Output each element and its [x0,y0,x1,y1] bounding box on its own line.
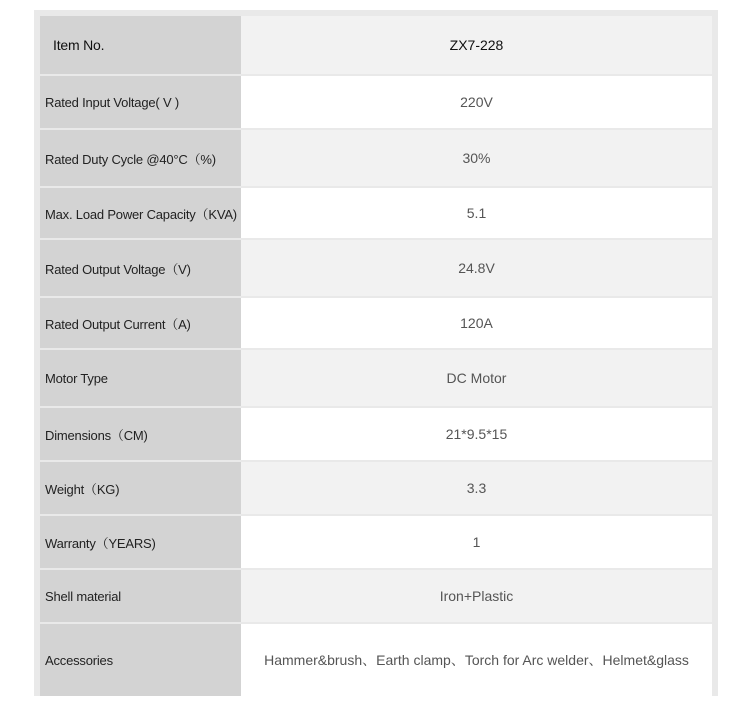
row-value: 30% [241,130,712,186]
row-label: Warranty（YEARS) [40,516,241,568]
row-value: Iron+Plastic [241,570,712,622]
row-label: Max. Load Power Capacity（KVA) [40,188,241,238]
row-label: Weight（KG) [40,462,241,514]
row-label: Accessories [40,624,241,696]
table-row-dimensions [40,408,712,460]
table-row-duty-cycle [40,130,712,186]
row-label: Dimensions（CM) [40,408,241,460]
row-value: 24.8V [241,240,712,296]
table-row-input-voltage [40,76,712,128]
row-label: Rated Input Voltage( V ) [40,76,241,128]
table-row-shell-material [40,570,712,622]
table-row-motor-type [40,350,712,406]
row-value: 120A [241,298,712,348]
row-label: Item No. [40,16,241,74]
row-value: 5.1 [241,188,712,238]
row-value: DC Motor [241,350,712,406]
row-value: 1 [241,516,712,568]
row-label: Motor Type [40,350,241,406]
table-row-accessories [40,624,712,696]
row-value: Hammer&brush、Earth clamp、Torch for Arc welder、Helmet&glass [241,624,712,696]
table-row-max-load [40,188,712,238]
table-row-warranty [40,516,712,568]
row-value: ZX7-228 [241,16,712,74]
row-label: Rated Output Current（A) [40,298,241,348]
row-label: Rated Output Voltage（V) [40,240,241,296]
table-row-output-voltage [40,240,712,296]
row-value: 220V [241,76,712,128]
row-label: Shell material [40,570,241,622]
row-label: Rated Duty Cycle @40°C（%) [40,130,241,186]
row-value: 3.3 [241,462,712,514]
table-row-weight [40,462,712,514]
spec-table [40,16,712,698]
row-value: 21*9.5*15 [241,408,712,460]
table-row-output-current [40,298,712,348]
table-row-item-no [40,16,712,74]
